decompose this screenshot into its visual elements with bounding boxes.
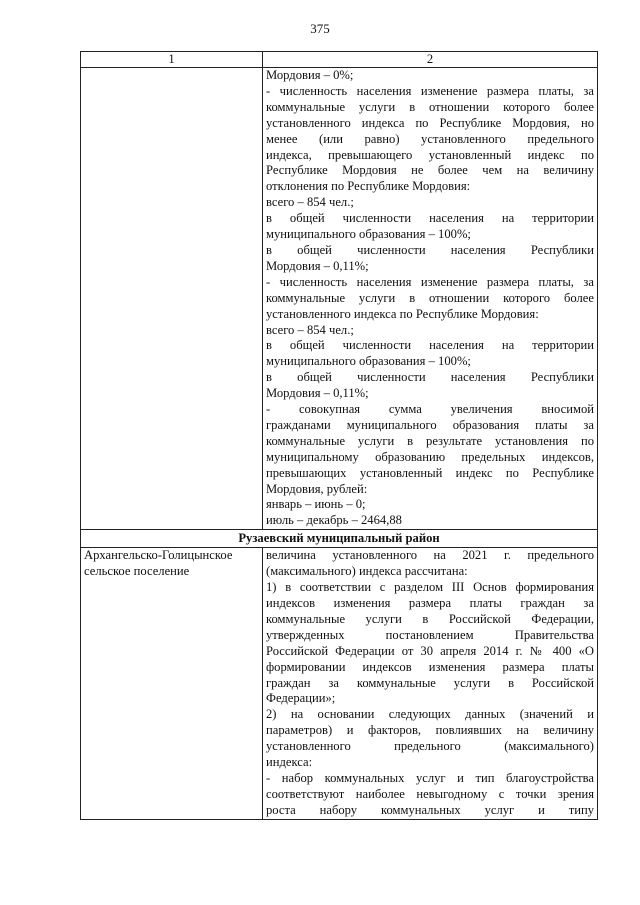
text-line: коммунальные услуги в отношении которого более bbox=[266, 99, 594, 114]
section-row bbox=[81, 530, 598, 548]
text-line: в общей численности населения Республики bbox=[266, 370, 594, 385]
text-line: индекса: bbox=[266, 755, 313, 770]
text-line: установленного индекса по Республике Мордовия: bbox=[266, 306, 539, 321]
text-line: роста набору коммунальных услуг и типу bbox=[266, 802, 594, 817]
text-line: установленного предельного (максимального) bbox=[266, 739, 594, 754]
text-line: коммунальные услуги в результате установления по bbox=[266, 433, 594, 448]
text-line: (максимального) индекса рассчитана: bbox=[266, 564, 468, 579]
table-row bbox=[81, 68, 598, 530]
text-line: параметров) и факторов, повлиявших на величину bbox=[266, 723, 594, 738]
settlement-name: Архангельско-Голицынское сельское поселение bbox=[81, 548, 263, 819]
text-line: коммунальные услуги в Российской Федерации, bbox=[266, 611, 594, 626]
text-line: - численность населения изменение размера платы, за bbox=[266, 83, 594, 98]
text-line: отклонения по Республике Мордовия: bbox=[266, 179, 471, 194]
text-line: индекса, превышающего установленный индекс по bbox=[266, 147, 594, 162]
text-line: Российской Федерации от 30 апреля 2014 г. № 400 «О bbox=[266, 643, 594, 658]
row1-col2-text bbox=[263, 68, 598, 530]
text-line: - численность населения изменение размера платы, за bbox=[266, 274, 594, 289]
text-line: - совокупная сумма увеличения вносимой bbox=[266, 402, 594, 417]
text-line: муниципального образования – 100%; bbox=[266, 354, 471, 369]
text-line: Федерации»; bbox=[266, 691, 336, 706]
text-line: 2) на основании следующих данных (значений и bbox=[266, 707, 594, 722]
text-line: Мордовия – 0,11%; bbox=[266, 386, 369, 401]
text-line: установленного индекса по Республике Мордовия, но bbox=[266, 115, 594, 130]
document-table bbox=[80, 51, 598, 820]
text-line: муниципальному образованию предельных индексов, bbox=[266, 449, 594, 464]
text-line: Мордовия – 0,11%; bbox=[266, 258, 369, 273]
text-line: всего – 854 чел.; bbox=[266, 195, 354, 210]
text-line: коммунальные услуги в отношении которого более bbox=[266, 290, 594, 305]
text-line: всего – 854 чел.; bbox=[266, 322, 354, 337]
text-line: в общей численности населения Республики bbox=[266, 242, 594, 257]
text-line: превышающих установленный индекс по Республике bbox=[266, 465, 594, 480]
table-header-row bbox=[81, 52, 598, 68]
text-line: утвержденных постановлением Правительства bbox=[266, 627, 594, 642]
text-line: в общей численности населения на территории bbox=[266, 211, 594, 226]
header-col-2: 2 bbox=[263, 52, 598, 68]
text-line: Мордовия – 0%; bbox=[266, 68, 354, 82]
row2-col2-text bbox=[263, 548, 598, 819]
text-line: 1) в соответствии с разделом III Основ формирования bbox=[266, 580, 594, 595]
text-line: менее (или равно) установленного предельного bbox=[266, 131, 594, 146]
header-col-1: 1 bbox=[81, 52, 263, 68]
text-line: формировании индексов изменения размера платы bbox=[266, 659, 594, 674]
table-row bbox=[81, 548, 598, 819]
text-line: муниципального образования – 100%; bbox=[266, 227, 471, 242]
text-line: граждан за коммунальные услуги в Российской bbox=[266, 675, 594, 690]
text-line: январь – июнь – 0; bbox=[266, 497, 366, 512]
text-line: Мордовия, рублей: bbox=[266, 481, 368, 496]
row1-col1-empty bbox=[81, 68, 263, 530]
text-line: индексов изменения размера платы граждан за bbox=[266, 596, 594, 610]
text-line: гражданами муниципального образования платы за bbox=[266, 417, 594, 432]
text-line: величина установленного на 2021 г. предельного bbox=[266, 548, 594, 563]
text-line: соответствуют наиболее невыгодному с точки зрения bbox=[266, 786, 594, 801]
text-line: в общей численности населения на территории bbox=[266, 338, 594, 353]
text-line: - набор коммунальных услуг и тип благоустройства bbox=[266, 770, 594, 785]
section-title: Рузаевский муниципальный район bbox=[81, 530, 598, 548]
text-line: Республике Мордовия не более чем на величину bbox=[266, 163, 594, 178]
page-number: 375 bbox=[310, 21, 330, 36]
text-line: июль – декабрь – 2464,88 bbox=[266, 513, 402, 528]
